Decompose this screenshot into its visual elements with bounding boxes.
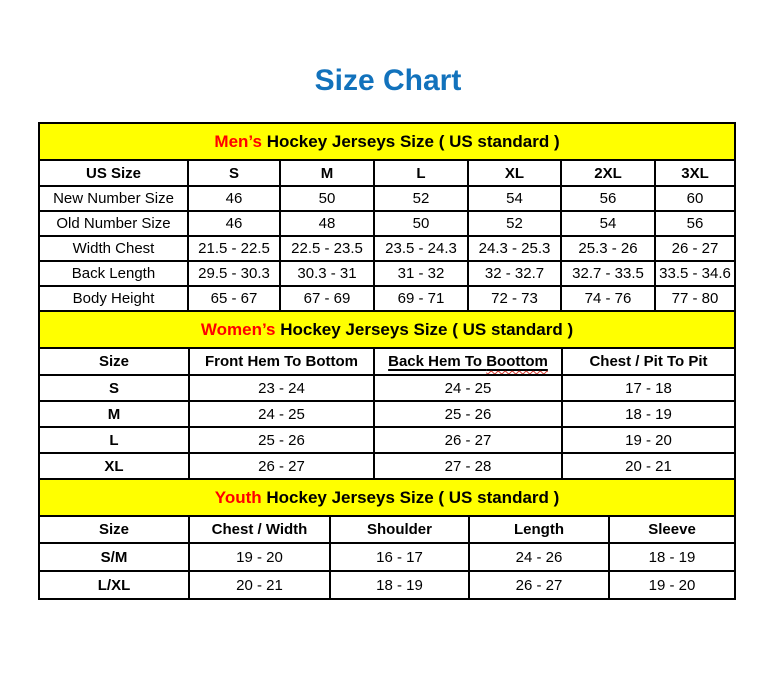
column-header: Size	[39, 516, 189, 543]
row-label: New Number Size	[39, 186, 188, 211]
column-header: Length	[469, 516, 609, 543]
size-value-cell: 54	[468, 186, 561, 211]
size-value-cell: 27 - 28	[374, 453, 562, 479]
size-value-cell: 56	[655, 211, 735, 236]
table-row	[39, 286, 735, 311]
column-header-text: Back Hem To	[388, 353, 487, 370]
size-value-cell: 19 - 20	[562, 427, 735, 453]
size-value-cell: 72 - 73	[468, 286, 561, 311]
size-value-cell: 77 - 80	[655, 286, 735, 311]
womens-section-title	[39, 311, 735, 348]
column-header: 2XL	[561, 160, 655, 186]
size-value-cell: 23 - 24	[189, 375, 374, 401]
size-value-cell: 18 - 19	[562, 401, 735, 427]
womens-header-row	[39, 348, 735, 375]
size-value-cell: 23.5 - 24.3	[374, 236, 468, 261]
womens-size-table	[38, 310, 736, 480]
column-header	[374, 348, 562, 375]
row-label: Body Height	[39, 286, 188, 311]
size-value-cell: 26 - 27	[469, 571, 609, 599]
size-value-cell: 24 - 25	[189, 401, 374, 427]
size-value-cell: 50	[280, 186, 374, 211]
size-value-cell: 24 - 25	[374, 375, 562, 401]
row-label: Width Chest	[39, 236, 188, 261]
page-title: Size Chart	[314, 64, 462, 97]
table-row	[39, 543, 735, 571]
mens-section-title-row	[39, 123, 735, 160]
youth-header-row	[39, 516, 735, 543]
youth-section-title	[39, 479, 735, 516]
mens-header-row	[39, 160, 735, 186]
table-row	[39, 427, 735, 453]
table-row	[39, 211, 735, 236]
column-header: M	[280, 160, 374, 186]
size-value-cell: 21.5 - 22.5	[188, 236, 280, 261]
table-row	[39, 261, 735, 286]
row-label: L/XL	[39, 571, 189, 599]
mens-section-title-text: Hockey Jerseys Size ( US standard )	[261, 131, 560, 151]
size-value-cell: 60	[655, 186, 735, 211]
size-value-cell: 22.5 - 23.5	[280, 236, 374, 261]
size-value-cell: 52	[374, 186, 468, 211]
column-header: L	[374, 160, 468, 186]
youth-size-table	[38, 478, 736, 600]
size-value-cell: 26 - 27	[374, 427, 562, 453]
size-value-cell: 17 - 18	[562, 375, 735, 401]
size-value-cell: 20 - 21	[562, 453, 735, 479]
column-header: XL	[468, 160, 561, 186]
size-chart	[38, 122, 734, 600]
size-value-cell: 46	[188, 186, 280, 211]
size-value-cell: 29.5 - 30.3	[188, 261, 280, 286]
mens-section-title-highlight: Men’s	[214, 131, 262, 151]
size-value-cell: 50	[374, 211, 468, 236]
size-value-cell: 56	[561, 186, 655, 211]
youth-section-title-row	[39, 479, 735, 516]
youth-section-title-highlight: Youth	[214, 487, 262, 507]
column-header: US Size	[39, 160, 188, 186]
size-value-cell: 30.3 - 31	[280, 261, 374, 286]
size-value-cell: 18 - 19	[609, 543, 735, 571]
womens-section-title-row	[39, 311, 735, 348]
size-value-cell: 31 - 32	[374, 261, 468, 286]
size-value-cell: 24.3 - 25.3	[468, 236, 561, 261]
row-label: M	[39, 401, 189, 427]
size-value-cell: 46	[188, 211, 280, 236]
table-row	[39, 453, 735, 479]
size-value-cell: 67 - 69	[280, 286, 374, 311]
table-row	[39, 375, 735, 401]
column-header: Chest / Width	[189, 516, 330, 543]
column-header: Size	[39, 348, 189, 375]
size-value-cell: 25 - 26	[189, 427, 374, 453]
size-value-cell: 19 - 20	[609, 571, 735, 599]
table-row	[39, 571, 735, 599]
size-value-cell: 33.5 - 34.6	[655, 261, 735, 286]
mens-size-table	[38, 122, 736, 312]
table-row	[39, 236, 735, 261]
size-value-cell: 25 - 26	[374, 401, 562, 427]
row-label: S/M	[39, 543, 189, 571]
size-value-cell: 74 - 76	[561, 286, 655, 311]
row-label: S	[39, 375, 189, 401]
column-header: Chest / Pit To Pit	[562, 348, 735, 375]
misspelled-word: Boottom	[486, 353, 548, 370]
womens-section-title-text: Hockey Jerseys Size ( US standard )	[275, 319, 574, 339]
size-value-cell: 20 - 21	[189, 571, 330, 599]
size-value-cell: 16 - 17	[330, 543, 469, 571]
womens-section-title-highlight: Women’s	[200, 319, 276, 339]
youth-section-title-text: Hockey Jerseys Size ( US standard )	[261, 487, 560, 507]
size-value-cell: 65 - 67	[188, 286, 280, 311]
size-value-cell: 32.7 - 33.5	[561, 261, 655, 286]
column-header: Sleeve	[609, 516, 735, 543]
column-header: Front Hem To Bottom	[189, 348, 374, 375]
column-header: 3XL	[655, 160, 735, 186]
size-value-cell: 69 - 71	[374, 286, 468, 311]
size-value-cell: 26 - 27	[189, 453, 374, 479]
size-value-cell: 26 - 27	[655, 236, 735, 261]
table-row	[39, 186, 735, 211]
column-header: S	[188, 160, 280, 186]
size-value-cell: 48	[280, 211, 374, 236]
size-value-cell: 52	[468, 211, 561, 236]
row-label: XL	[39, 453, 189, 479]
row-label: Back Length	[39, 261, 188, 286]
size-value-cell: 19 - 20	[189, 543, 330, 571]
size-value-cell: 54	[561, 211, 655, 236]
row-label: L	[39, 427, 189, 453]
row-label: Old Number Size	[39, 211, 188, 236]
mens-section-title	[39, 123, 735, 160]
table-row	[39, 401, 735, 427]
size-value-cell: 24 - 26	[469, 543, 609, 571]
size-value-cell: 25.3 - 26	[561, 236, 655, 261]
column-header: Shoulder	[330, 516, 469, 543]
size-value-cell: 18 - 19	[330, 571, 469, 599]
size-value-cell: 32 - 32.7	[468, 261, 561, 286]
